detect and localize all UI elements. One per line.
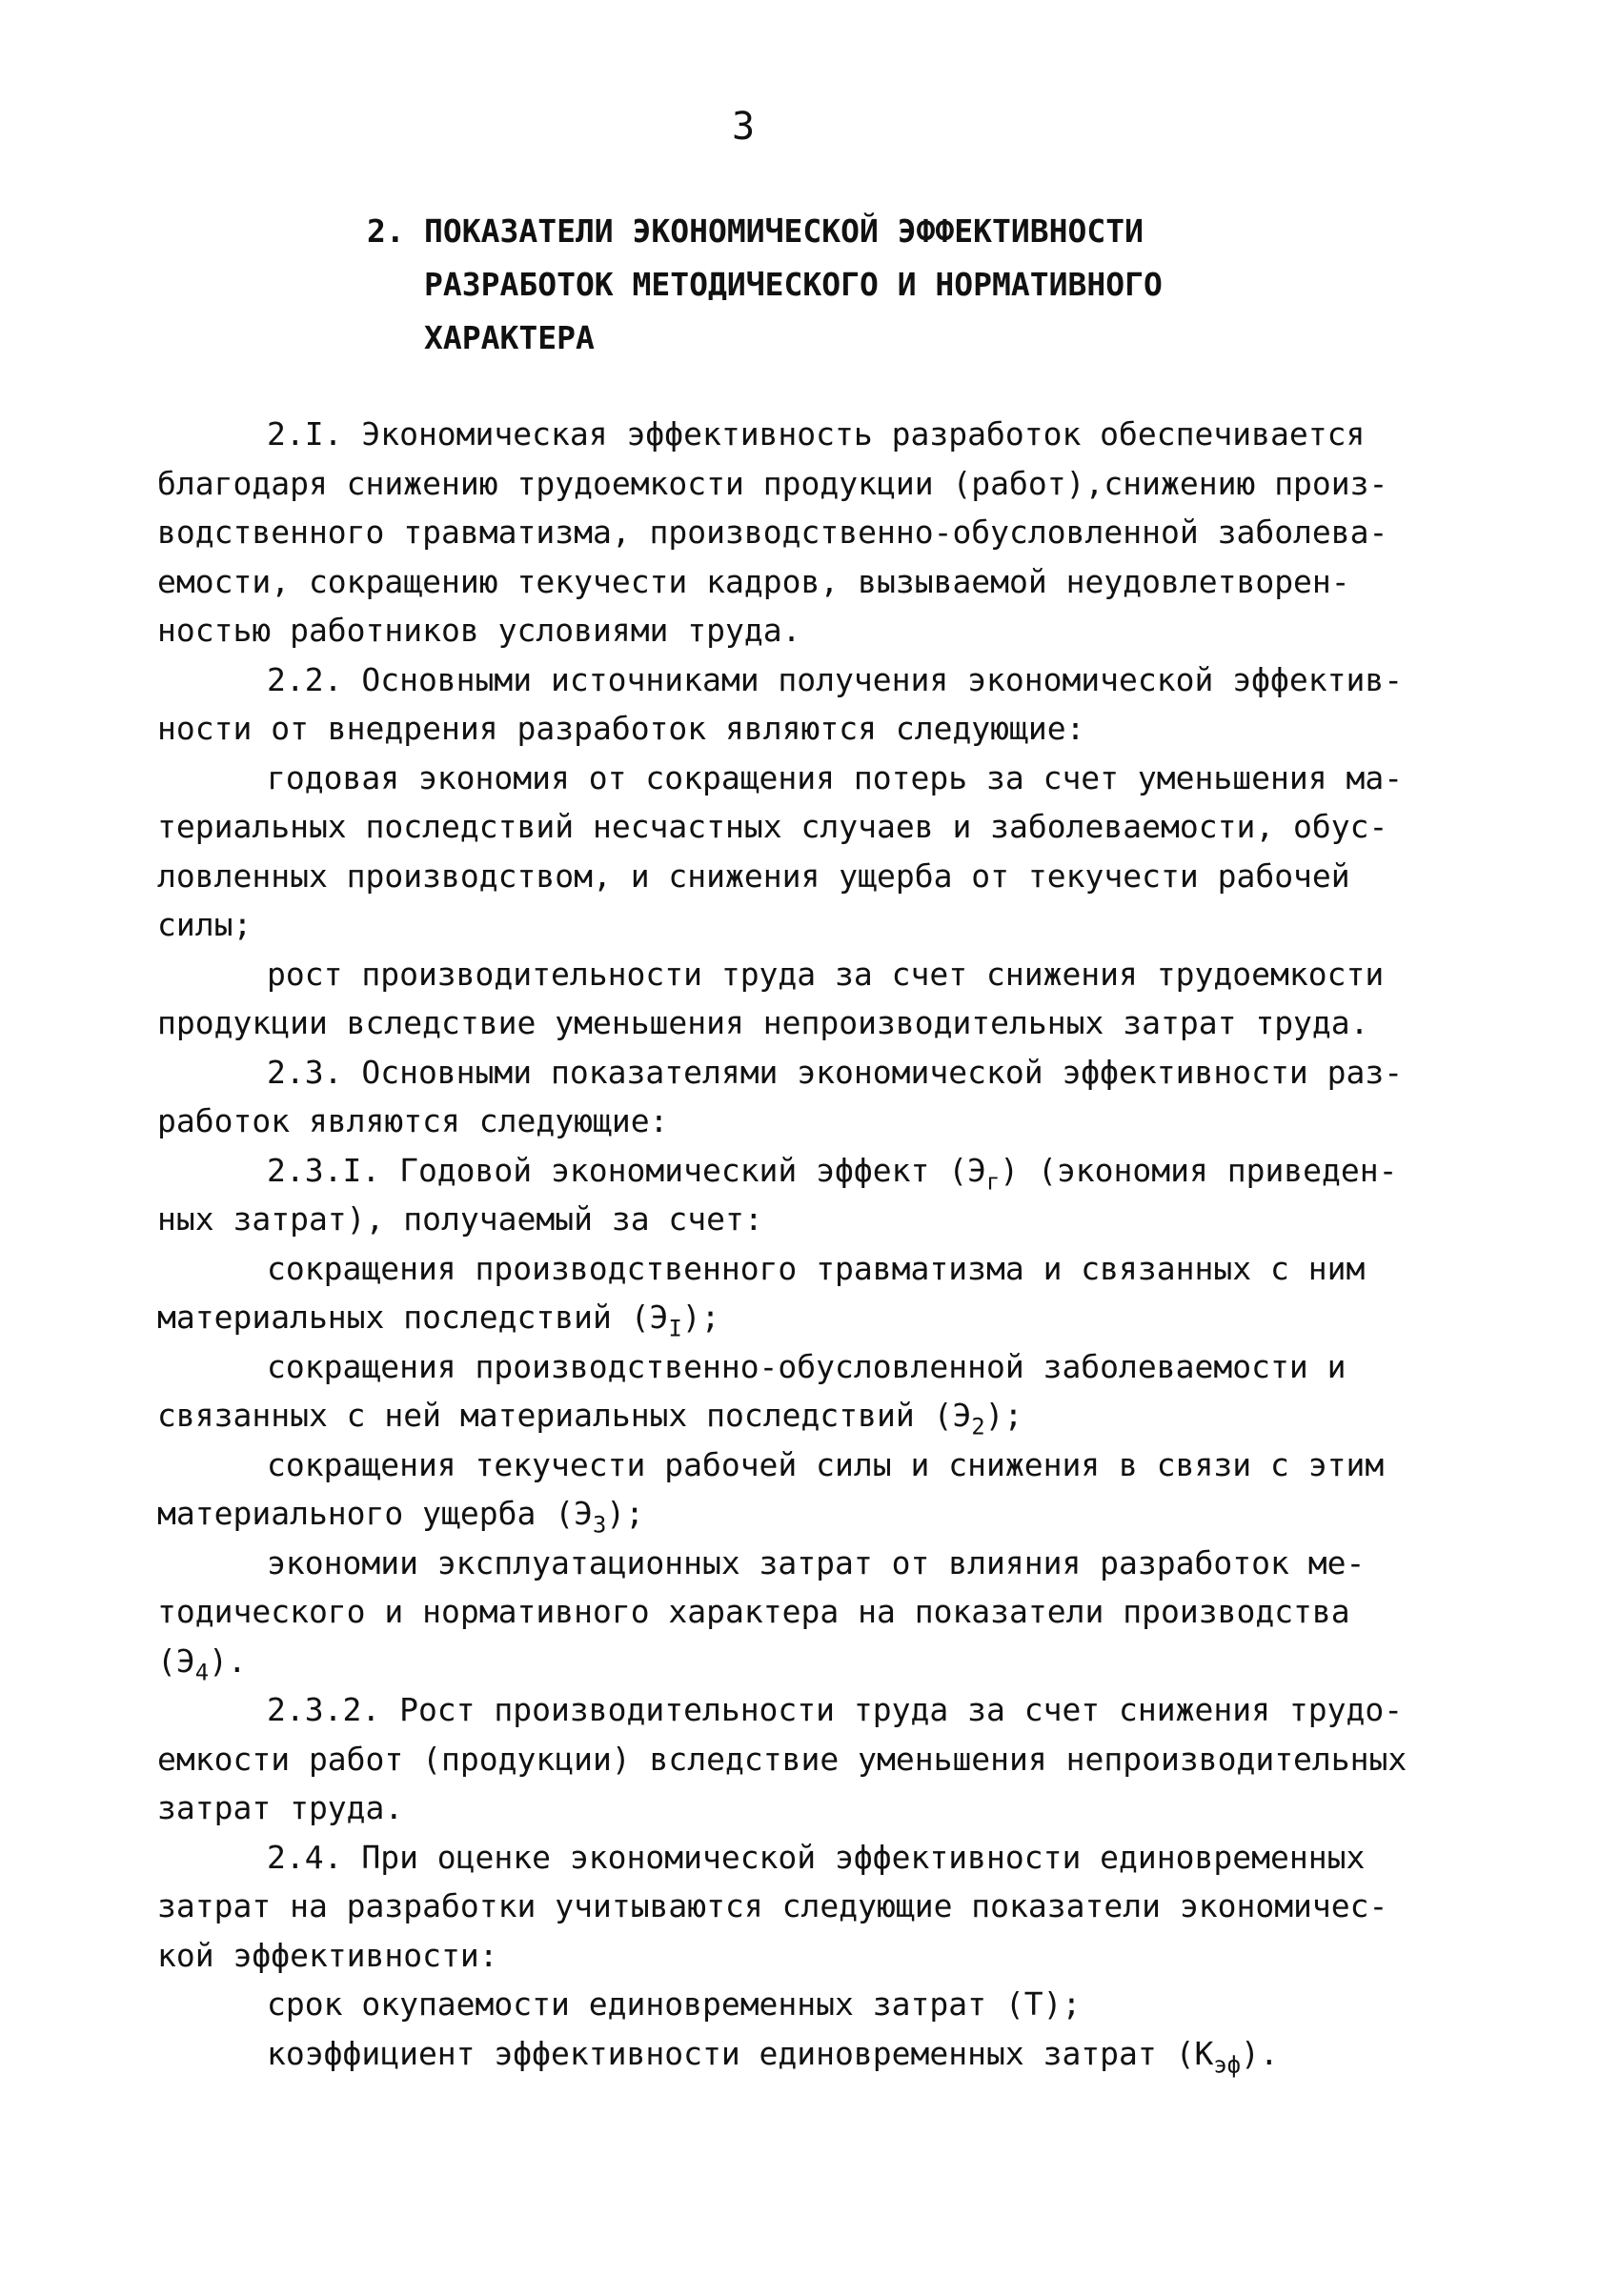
subscript: г — [985, 1167, 1001, 1195]
paragraph-2-4-line: 2.4. При оценке экономической эффективности единовременных — [267, 1838, 1366, 1876]
paragraph-2-1-line: ностью работников условиями труда. — [157, 612, 801, 649]
paragraph-2-1-line: благодаря снижению трудоемкости продукции (работ),снижению произ- — [157, 464, 1388, 502]
paragraph-2-3-2-line: 2.3.2. Рост производительности труда за счет снижения трудо- — [267, 1691, 1404, 1728]
list-item-line: рост производительности труда за счет снижения трудоемкости — [267, 955, 1385, 993]
list-item-line: коэффициент эффективности единовременных затрат $(К_{эф})$. — [267, 2034, 1279, 2078]
paragraph-2-3-2-line: затрат труда. — [157, 1789, 404, 1826]
list-item-line: ловленных производством, и снижения ущерба от текучести рабочей — [157, 856, 1350, 895]
section-heading — [367, 205, 1320, 365]
heading-line: РАЗРАБОТОК МЕТОДИЧЕСКОГО И НОРМАТИВНОГО — [424, 266, 1163, 303]
section-number: 2. — [367, 212, 405, 250]
list-item-line: материального ущерба $(Э_3)$; — [157, 1495, 645, 1539]
paragraph-2-3-1-line: ных затрат), получаемый за счет: — [157, 1200, 763, 1238]
paragraph-2-3-2-line: емкости работ (продукции) вследствие уменьшения непроизводительных — [157, 1740, 1407, 1778]
list-item-line: продукции вследствие уменьшения непроизводительных затрат труда. — [157, 1004, 1369, 1041]
heading-line: ХАРАКТЕРА — [424, 319, 595, 356]
list-item-line: $(Э_4)$. — [157, 1641, 247, 1685]
paragraph-2-3-line: 2.3. Основными показателями экономической эффективности раз- — [267, 1053, 1404, 1091]
paragraph-2-1-line: емости, сокращению текучести кадров, вызываемой неудовлетворен- — [157, 562, 1350, 600]
paragraph-2-3-line: работок являются следующие: — [157, 1102, 669, 1139]
paragraph-2-3-1-line: 2.3.I. Годовой экономический эффект $(Э_г)$ (экономия приведен- — [267, 1151, 1398, 1195]
list-item-line: силы; — [157, 906, 253, 943]
list-item-line: годовая экономия от сокращения потерь за счет уменьшения ма- — [267, 758, 1404, 796]
subscript: эф — [1213, 2050, 1241, 2078]
heading-line: ПОКАЗАТЕЛИ ЭКОНОМИЧЕСКОЙ ЭФФЕКТИВНОСТИ — [424, 212, 1144, 250]
subscript: I — [668, 1315, 682, 1342]
list-item-line: сокращения текучести рабочей силы и снижения в связи с этим — [267, 1445, 1385, 1483]
page-number: 3 — [731, 105, 756, 149]
list-item-line: экономии эксплуатационных затрат от влияния разработок ме- — [267, 1543, 1366, 1581]
subscript: 4 — [194, 1658, 210, 1685]
paragraph-2-1-line: 2.I. Экономическая эффективность разработок обеспечивается — [267, 415, 1366, 453]
subscript: 2 — [971, 1413, 985, 1440]
paragraph-2-4-line: затрат на разработки учитываются следующие показатели экономичес- — [157, 1887, 1388, 1924]
paragraph-2-2-line: 2.2. Основными источниками получения экономической эффектив- — [267, 660, 1404, 698]
paragraph-2-2-line: ности от внедрения разработок являются следующие: — [157, 710, 1085, 747]
list-item-line: сокращения производственно-обусловленной заболеваемости и — [267, 1347, 1347, 1385]
list-item-line: материальных последствий $(Э_I)$; — [157, 1299, 720, 1342]
list-item-line: териальных последствий несчастных случаев и заболеваемости, обус- — [157, 808, 1388, 845]
list-item-line: связанных с ней материальных последствий $(Э_2)$; — [157, 1397, 1023, 1440]
paragraph-2-1-line: водственного травматизма, производственно-обусловленной заболева- — [157, 514, 1388, 551]
body-text — [157, 410, 1491, 2078]
subscript: 3 — [592, 1511, 607, 1539]
paragraph-2-4-line: кой эффективности: — [157, 1936, 498, 1974]
list-item-line: тодического и нормативного характера на показатели производства — [157, 1593, 1350, 1630]
list-item-line: сокращения производственного травматизма и связанных с ним — [267, 1249, 1366, 1287]
list-item-line: срок окупаемости единовременных затрат (Т); — [267, 1985, 1082, 2023]
